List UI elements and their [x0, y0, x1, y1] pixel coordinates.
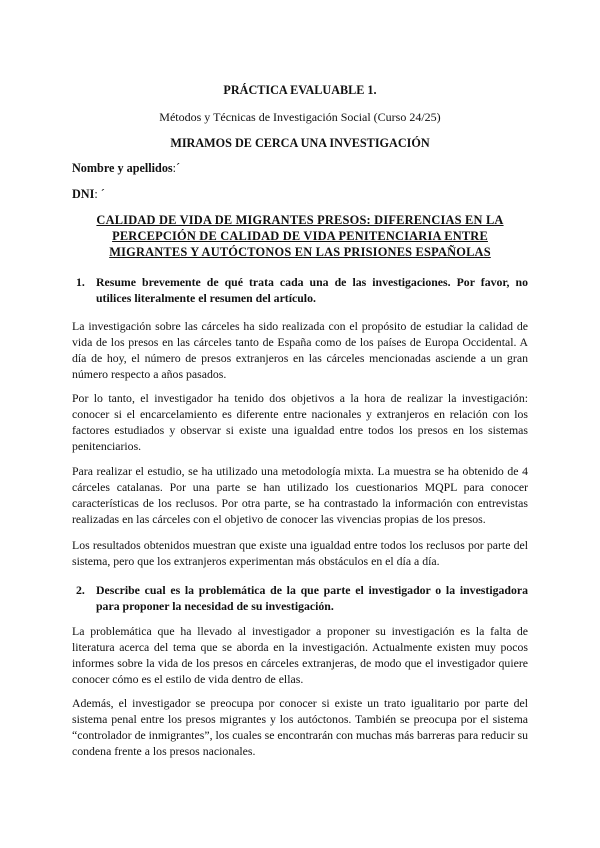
answer-paragraph: Los resultados obtenidos muestran que existe una igualdad entre todos los reclusos por parte del sistema, pero que los extranjeros experimentan más obstáculos en el día a día. — [72, 538, 528, 568]
question-2 — [72, 582, 528, 614]
dni-label: DNI — [72, 187, 95, 201]
dni-value: : ´ — [94, 187, 105, 201]
answer-paragraph: Por lo tanto, el investigador ha tenido dos objetivos a la hora de realizar la investigación: conocer si el encarcelamiento es diferente entre nacionales y extranjeros en relación con los factores estudiados y observar si existe una igualdad entre todos los presos en los sistemas penitenciarios. — [72, 391, 528, 453]
question-number: 2. — [76, 583, 85, 597]
name-value: :´ — [172, 161, 181, 175]
question-text: Describe cual es la problemática de la que parte el investigador o la investigadora para proponer la necesidad de su investigación. — [96, 583, 528, 613]
name-field — [72, 161, 180, 176]
question-number: 1. — [76, 275, 85, 289]
section-title: MIRAMOS DE CERCA UNA INVESTIGACIÓN — [170, 136, 430, 150]
question-1 — [72, 274, 528, 306]
answer-paragraph: Para realizar el estudio, se ha utilizado una metodología mixta. La muestra se ha obtenido de 4 cárceles catalanas. Por una parte se han utilizado los cuestionarios MQPL para conocer características de los reclusos. Por otra parte, se ha contrastado la información con entrevistas realizadas en las cárceles con el objetivo de conocer las vivencias propias de los presos. — [72, 464, 528, 526]
article-title: CALIDAD DE VIDA DE MIGRANTES PRESOS: DIFERENCIAS EN LA PERCEPCIÓN DE CALIDAD DE VIDA PENITENCIARIA ENTRE MIGRANTES Y AUTÓCTONOS EN LAS PRISIONES ESPAÑOLAS — [96, 213, 504, 259]
answer-paragraph: La problemática que ha llevado al investigador a proponer su investigación es la falta de literatura acerca del tema que se aborda en la investigación. Actualmente existen muy pocos informes sobre la vida de los presos en cárceles extranjeras, de modo que el investigador quiere conocer cómo es el estilo de vida dentro de ellas. — [72, 624, 528, 686]
course-subtitle: Métodos y Técnicas de Investigación Social (Curso 24/25) — [159, 110, 441, 124]
document-title: PRÁCTICA EVALUABLE 1. — [223, 83, 377, 97]
dni-field — [72, 187, 105, 202]
name-label: Nombre y apellidos — [72, 161, 173, 175]
answer-paragraph: Además, el investigador se preocupa por conocer si existe un trato igualitario por parte del sistema penal entre los presos migrantes y los autóctonos. También se preocupa por el sistema “controlador de inmigrantes”, los cuales se encontrarán con muchas más barreras para reducir su condena frente a los presos nacionales. — [72, 696, 528, 758]
question-text: Resume brevemente de qué trata cada una de las investigaciones. Por favor, no utilices literalmente el resumen del artículo. — [96, 275, 528, 305]
answer-paragraph: La investigación sobre las cárceles ha sido realizada con el propósito de estudiar la calidad de vida de los presos en las cárceles tanto de España como de los países de Europa Occidental. A día de hoy, el número de presos extranjeros en las cárceles mencionadas asciende a un gran número respecto a años pasados. — [72, 319, 528, 381]
